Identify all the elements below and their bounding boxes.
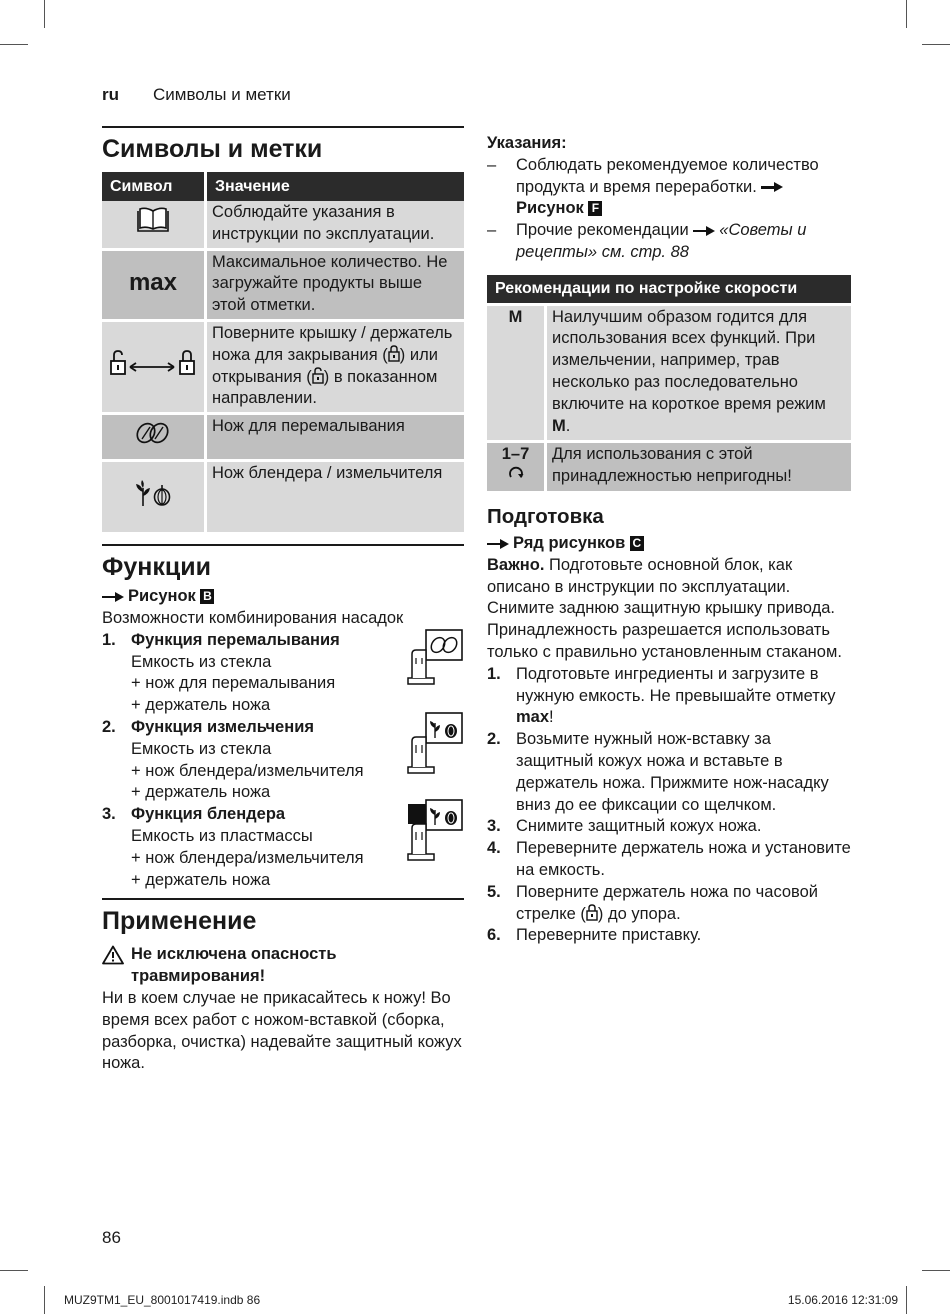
footer-file: MUZ9TM1_EU_8001017419.indb 86 bbox=[64, 1293, 261, 1307]
list-item: 1. Функция перемалывания Емкость из стекла + нож для перемалывания + держатель ножа bbox=[102, 630, 464, 717]
symbol-meaning: Соблюдайте указания в инструкции по эксплуатации. bbox=[207, 201, 464, 251]
notes-heading: Указания: bbox=[487, 134, 567, 152]
figure-letter-badge: B bbox=[200, 589, 214, 604]
book-icon bbox=[135, 221, 171, 239]
arrow-icon bbox=[487, 539, 509, 549]
list-item: 5. Поверните держатель ножа по часовой стрелке ( ) до упора. bbox=[487, 882, 819, 923]
figure-letter-badge: C bbox=[630, 536, 644, 551]
grinding-knife-icon bbox=[134, 431, 172, 449]
figure-reference: Рисунок B bbox=[102, 586, 464, 608]
list-item: 3. Функция блендера Емкость из пластмассы + нож блендера/измельчителя + держатель ножа bbox=[102, 804, 464, 891]
figure-reference: Ряд рисунков C bbox=[487, 533, 851, 555]
right-column bbox=[487, 133, 851, 947]
arrow-icon bbox=[761, 182, 783, 192]
footer-date: 15.06.2016 12:31:09 bbox=[787, 1293, 898, 1307]
table-row bbox=[102, 251, 464, 322]
left-column bbox=[102, 126, 464, 1075]
symbols-heading: Символы и метки bbox=[102, 135, 323, 163]
table-row bbox=[487, 443, 851, 494]
list-item: 2. Возьмите нужный нож-вставку за защитный кожух ножа и вставьте в держатель ножа. Прижмите нож-насадку вниз до ее фиксации со щелчком. bbox=[487, 730, 829, 814]
speed-symbol: 1–7 bbox=[501, 445, 530, 464]
lock-closed-icon bbox=[388, 346, 400, 364]
list-item: – Соблюдать рекомендуемое количество продукта и время переработки. Рисунок F bbox=[487, 155, 819, 218]
language-code: ru bbox=[102, 85, 119, 104]
figure-letter-badge: F bbox=[588, 201, 602, 216]
warning-text: Ни в коем случае не прикасайтесь к ножу! Во время всех работ с ножом-вставкой (сборка, разборка, очистка) надевайте защитный кожух ножа. bbox=[102, 988, 462, 1073]
symbol-meaning: Нож для перемалывания bbox=[207, 415, 464, 462]
running-header bbox=[102, 84, 291, 106]
lock-closed-icon bbox=[586, 905, 598, 923]
functions-intro: Возможности комбинирования насадок bbox=[102, 608, 404, 627]
application-heading: Применение bbox=[102, 907, 257, 936]
notes-list bbox=[487, 155, 851, 264]
symbols-table bbox=[102, 172, 464, 532]
speed-table bbox=[487, 275, 851, 494]
warning-title: Не исключена опасность травмирования! bbox=[102, 944, 464, 988]
list-item: 6. Переверните приставку. bbox=[487, 926, 702, 945]
table-row bbox=[102, 415, 464, 462]
rotate-icon bbox=[492, 466, 539, 482]
lock-open-icon bbox=[312, 368, 324, 386]
speed-table-header: Рекомендации по настройке скорости bbox=[487, 275, 851, 303]
warning-icon bbox=[102, 945, 124, 972]
meaning-column-header: Значение bbox=[207, 172, 464, 201]
arrow-icon bbox=[693, 226, 715, 236]
arrow-icon bbox=[102, 592, 124, 602]
list-item: 1. Подготовьте ингредиенты и загрузите в нужную емкость. Не превышайте отметку max! bbox=[487, 664, 836, 727]
running-title: Символы и метки bbox=[153, 85, 291, 104]
functions-heading: Функции bbox=[102, 553, 211, 582]
lock-unlock-icon bbox=[108, 364, 198, 382]
symbol-meaning: Поверните крышку / держатель ножа для закрывания ( ) или открывания ( ) в показанном направлении. bbox=[207, 322, 464, 415]
speed-symbol: M bbox=[487, 303, 547, 444]
speed-description: Наилучшим образом годится для использования всех функций. При измельчении, например, трав несколько раз последовательно включите на короткое время режим M. bbox=[547, 303, 851, 444]
chopping-function-icon bbox=[404, 711, 464, 782]
list-item: – Прочие рекомендации «Советы и рецепты» см. стр. 88 bbox=[487, 221, 807, 261]
symbol-column-header: Символ bbox=[102, 172, 207, 201]
preparation-steps bbox=[487, 664, 851, 947]
preparation-heading: Подготовка bbox=[487, 504, 604, 528]
list-item: 3. Снимите защитный кожух ножа. bbox=[487, 817, 762, 836]
table-row bbox=[102, 201, 464, 251]
table-row bbox=[102, 462, 464, 532]
list-item: 2. Функция измельчения Емкость из стекла + нож блендера/измельчителя + держатель ножа bbox=[102, 717, 464, 804]
blender-function-icon bbox=[404, 798, 464, 869]
grinding-function-icon bbox=[404, 628, 464, 693]
list-item: 4. Переверните держатель ножа и установите на емкость. bbox=[487, 839, 851, 879]
symbol-meaning: Нож блендера / измельчителя bbox=[207, 462, 464, 532]
symbol-meaning: Максимальное количество. Не загружайте продукты выше этой отметки. bbox=[207, 251, 464, 322]
speed-description: Для использования с этой принадлежностью непригодны! bbox=[547, 443, 851, 494]
page-number: 86 bbox=[102, 1228, 121, 1247]
table-row bbox=[487, 303, 851, 444]
blender-knife-icon bbox=[131, 494, 175, 512]
important-note: Важно. Подготовьте основной блок, как описано в инструкции по эксплуатации. Снимите заднюю защитную крышку привода. Принадлежность разрешается использовать только с правильно установленным стаканом. bbox=[487, 555, 842, 661]
max-label: max bbox=[128, 268, 178, 296]
functions-list bbox=[102, 630, 464, 892]
table-row bbox=[102, 322, 464, 415]
